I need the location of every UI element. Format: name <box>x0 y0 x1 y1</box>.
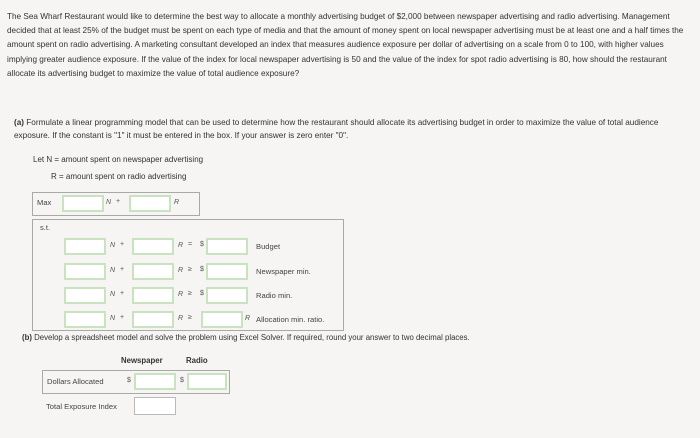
constraints-box <box>32 219 344 331</box>
definition-n: Let N = amount spent on newspaper advertising <box>33 155 204 164</box>
newspaper-min-label: Newspaper min. <box>256 267 311 276</box>
ratio-op: ≥ <box>188 314 192 321</box>
problem-statement: The Sea Wharf Restaurant would like to determine the best way to allocate a monthly advertising budget of $2,000 between newspaper advertising and radio advertising. Management decided that at least 25% of the budget must be spent on each type of media and that the amount of money spent on local newspaper advertising must be at least one and a half times the amount spent on radio advertising. A marketing consultant developed an index that measures audience exposure per dollar of advertising on a scale from 0 to 100, with higher values implying greater audience exposure. If the value of the index for local newspaper advertising is 50 and the value of the index for spot radio advertising is 80, how should the restaurant allocate its advertising budget to maximize the value of total audience exposure? <box>7 12 684 78</box>
objective-box <box>32 192 200 216</box>
newspaper-min-op: ≥ <box>188 266 192 273</box>
budget-label: Budget <box>256 242 281 251</box>
objective-n-coef-input[interactable] <box>62 195 104 212</box>
newspaper-min-rhs-input[interactable] <box>206 263 248 280</box>
radio-min-rhs-input[interactable] <box>206 287 248 304</box>
ratio-rhs-var-r: R <box>245 315 251 322</box>
budget-var-n: N <box>110 242 116 249</box>
part-b-instructions <box>22 333 470 342</box>
newspaper-dollars-input[interactable] <box>134 373 176 390</box>
objective-plus: + <box>116 198 121 205</box>
part-a-text: Formulate a linear programming model that can be used to determine how the restaurant should allocate its advertising budget in order to maximize the value of total audience exposure. If the constant is "1" it must be entered in the box. If your answer is zero enter "0". <box>14 118 659 140</box>
radio-min-op: ≥ <box>188 290 192 297</box>
radio-min-var-r: R <box>178 291 184 298</box>
budget-op: = <box>188 241 193 248</box>
part-b-text: Develop a spreadsheet model and solve the problem using Excel Solver. If required, round your answer to two decimal places. <box>34 333 470 342</box>
radio-dollar-sign: $ <box>180 377 184 384</box>
budget-dollar: $ <box>200 241 204 248</box>
objective-var-r: R <box>174 199 180 206</box>
radio-min-var-n: N <box>110 291 116 298</box>
ratio-r-coef-input[interactable] <box>132 311 174 328</box>
radio-min-n-coef-input[interactable] <box>64 287 106 304</box>
ratio-n-coef-input[interactable] <box>64 311 106 328</box>
ratio-label: Allocation min. ratio. <box>256 315 325 324</box>
max-label: Max <box>37 198 52 207</box>
total-exposure-label: Total Exposure Index <box>46 402 117 411</box>
radio-dollars-input[interactable] <box>187 373 227 390</box>
radio-min-plus: + <box>120 290 125 297</box>
ratio-rhs-input[interactable] <box>201 311 243 328</box>
total-exposure-input[interactable] <box>134 397 176 415</box>
objective-r-coef-input[interactable] <box>129 195 171 212</box>
budget-rhs-input[interactable] <box>206 238 248 255</box>
newspaper-min-r-coef-input[interactable] <box>132 263 174 280</box>
newspaper-min-n-coef-input[interactable] <box>64 263 106 280</box>
col-header-radio: Radio <box>186 356 208 365</box>
newspaper-min-plus: + <box>120 266 125 273</box>
part-b-label: (b) <box>22 333 32 342</box>
newspaper-min-var-r: R <box>178 267 184 274</box>
radio-min-label: Radio min. <box>256 291 293 300</box>
ratio-var-n: N <box>110 315 116 322</box>
objective-var-n: N <box>106 199 112 206</box>
part-a-label: (a) <box>14 118 25 127</box>
radio-min-dollar: $ <box>200 290 204 297</box>
budget-r-coef-input[interactable] <box>132 238 174 255</box>
budget-plus: + <box>120 241 125 248</box>
newspaper-min-var-n: N <box>110 267 116 274</box>
part-a-instructions <box>14 116 694 142</box>
st-label: s.t. <box>40 223 51 232</box>
ratio-plus: + <box>120 314 125 321</box>
newspaper-min-dollar: $ <box>200 266 204 273</box>
ratio-var-r: R <box>178 315 184 322</box>
definition-r: R = amount spent on radio advertising <box>51 172 187 181</box>
budget-n-coef-input[interactable] <box>64 238 106 255</box>
col-header-newspaper: Newspaper <box>121 356 163 365</box>
newspaper-dollar-sign: $ <box>127 377 131 384</box>
dollars-allocated-label: Dollars Allocated <box>47 377 104 386</box>
dollars-allocated-row <box>42 370 230 394</box>
budget-var-r: R <box>178 242 184 249</box>
radio-min-r-coef-input[interactable] <box>132 287 174 304</box>
